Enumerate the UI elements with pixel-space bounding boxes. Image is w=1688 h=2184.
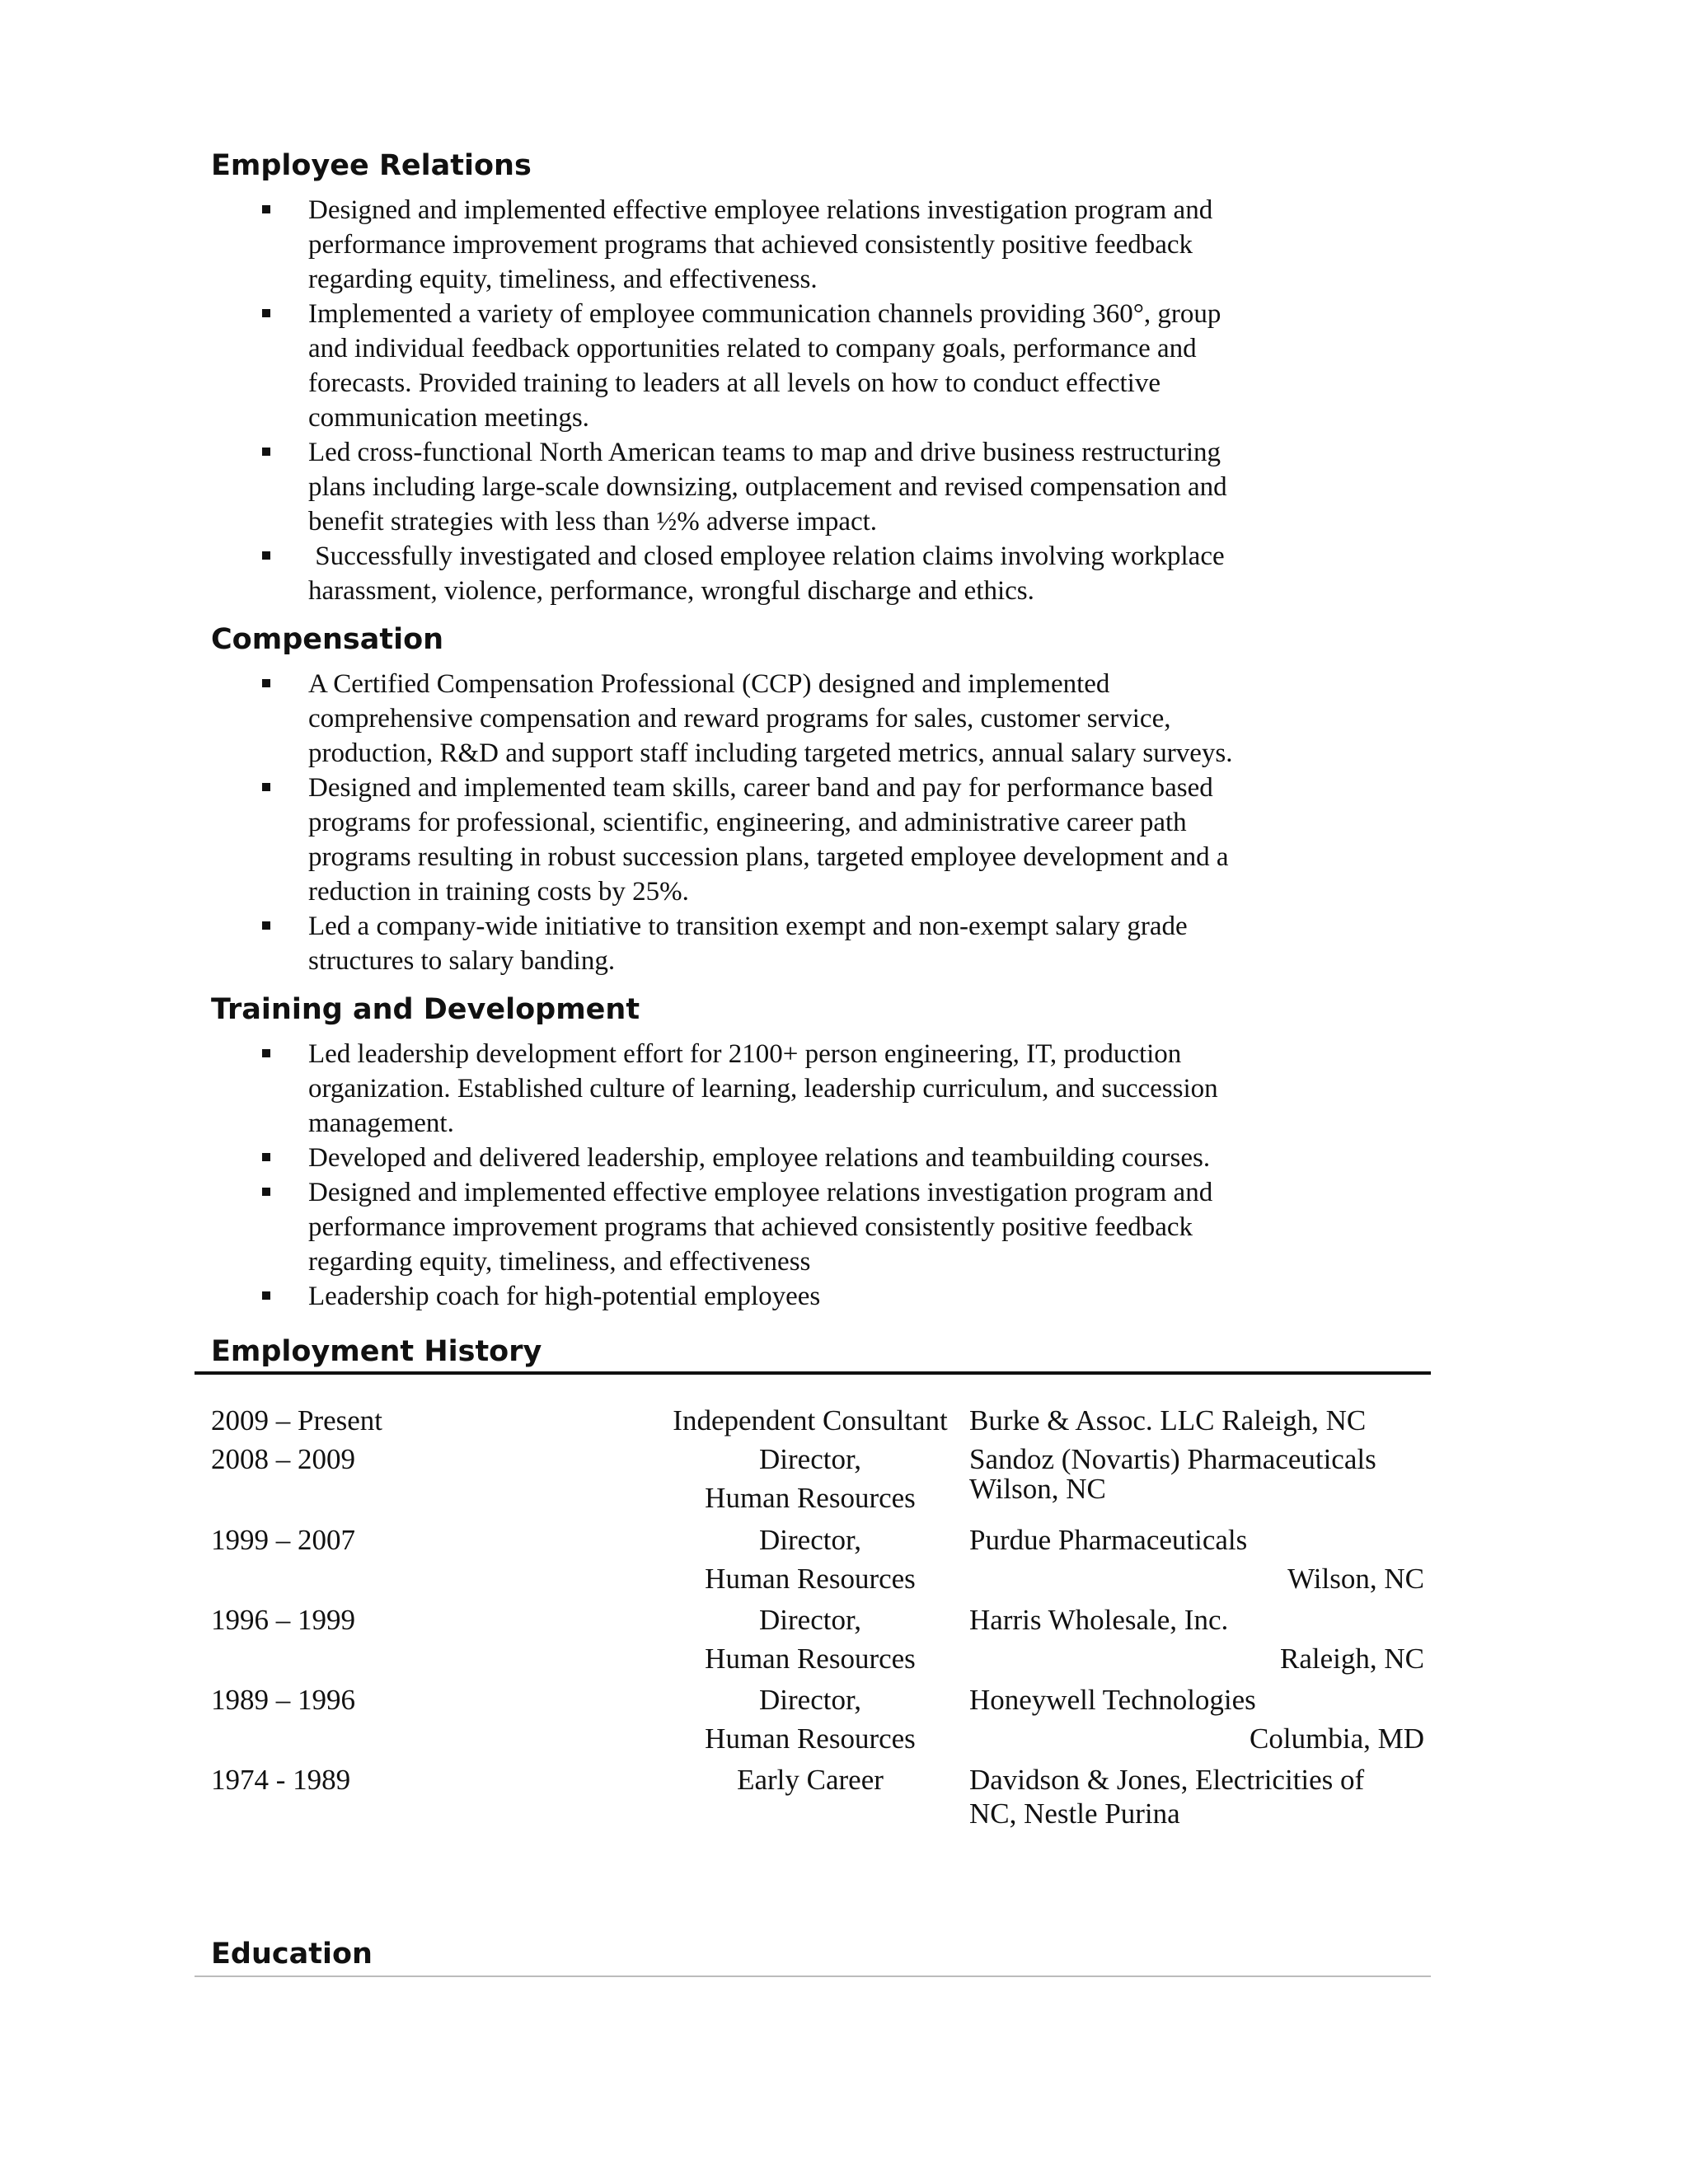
list-item (0, 909, 1236, 978)
section-title-compensation: Compensation (211, 623, 444, 656)
bullet-marker (262, 309, 270, 317)
list-item-text: Led cross-functional North American teams to map and drive business restructuring plans including large-scale downsizing, outplacement and revised compensation and benefit strategies with less than ½% adverse impact. (308, 438, 1227, 537)
employment-role: Independent Consultant (673, 1404, 948, 1436)
bullet-marker (262, 551, 270, 560)
employment-role-line: Human Resources (705, 1563, 916, 1595)
table-row (211, 1680, 1424, 1760)
employment-company-name: Harris Wholesale, Inc. (969, 1604, 1229, 1636)
employment-company-name: Sandoz (Novartis) Pharmaceuticals (969, 1443, 1376, 1475)
list-item (0, 1175, 1236, 1279)
list-item (0, 771, 1236, 909)
employment-role: Early Career (737, 1764, 884, 1796)
list-item (0, 667, 1236, 771)
employment-company (969, 1601, 1424, 1678)
section-title-employee-relations: Employee Relations (211, 149, 532, 182)
list-item-text: Successfully investigated and closed employee relation claims involving workplace harassment, violence, performance, wrongful discharge and ethics. (308, 541, 1231, 606)
employment-history-table (211, 1401, 1424, 1835)
employment-role (631, 1601, 989, 1678)
list-item (0, 539, 1236, 608)
section-title-training: Training and Development (211, 993, 640, 1026)
employment-role-line: Director, (759, 1524, 861, 1556)
list-item (0, 1279, 1236, 1314)
training-list (0, 1037, 1236, 1314)
list-item-text: Designed and implemented team skills, career band and pay for performance based programs for professional, scientific, engineering, and administrative career path programs resulting in robust succession plans, targeted employee development and a reduction in training costs by 25%. (308, 773, 1229, 907)
employment-location: Columbia, MD (1250, 1722, 1424, 1755)
employment-company: Burke & Assoc. LLC Raleigh, NC (969, 1404, 1367, 1436)
employment-role-line: Human Resources (705, 1722, 916, 1755)
bullet-marker (262, 1291, 270, 1300)
list-item (0, 1037, 1236, 1141)
bullet-marker (262, 679, 270, 687)
list-item-text: Developed and delivered leadership, employee relations and teambuilding courses. (308, 1143, 1211, 1173)
bullet-marker (262, 1153, 270, 1161)
employment-company-name: Purdue Pharmaceuticals (969, 1524, 1248, 1556)
employment-role-line: Director, (759, 1604, 861, 1636)
section-title-employment-history: Employment History (211, 1335, 542, 1368)
section-divider (195, 1975, 1431, 1977)
bullet-marker (262, 448, 270, 456)
table-row (211, 1601, 1424, 1680)
bullet-marker (262, 783, 270, 791)
section-title-education: Education (211, 1938, 373, 1971)
compensation-list (0, 667, 1236, 978)
list-item-text: Led a company-wide initiative to transition exempt and non-exempt salary grade structures to salary banding. (308, 912, 1188, 976)
bullet-marker (262, 205, 270, 213)
list-item-text: Implemented a variety of employee communication channels providing 360°, group and individual feedback opportunities related to company goals, performance and forecasts. Provided training to leaders at all levels on how to conduct effective communication meetings. (308, 299, 1221, 433)
employment-location: Raleigh, NC (1280, 1643, 1424, 1675)
employment-role-line: Director, (759, 1443, 861, 1475)
list-item-text: A Certified Compensation Professional (CCP) designed and implemented comprehensive compensation and reward programs for sales, customer service, production, R&D and support staff including targeted metrics, annual salary surveys. (308, 669, 1233, 768)
employment-role-line: Director, (759, 1684, 861, 1716)
table-row (211, 1521, 1424, 1601)
bullet-marker (262, 1049, 270, 1057)
list-item (0, 297, 1236, 435)
table-row (211, 1401, 1424, 1440)
employment-dates: 1999 – 2007 (211, 1524, 355, 1556)
employment-role (631, 1440, 989, 1517)
employment-company-name: Davidson & Jones, Electricities of (969, 1764, 1365, 1796)
employee-relations-list (0, 193, 1236, 608)
employment-dates: 1996 – 1999 (211, 1604, 355, 1636)
employment-company (969, 1680, 1424, 1758)
employment-role-line: Human Resources (705, 1482, 916, 1514)
list-item (0, 193, 1236, 297)
list-item (0, 1141, 1236, 1175)
employment-company (969, 1760, 1424, 1833)
employment-role-line: Human Resources (705, 1643, 916, 1675)
employment-company (969, 1521, 1424, 1598)
employment-location: NC, Nestle Purina (969, 1797, 1180, 1830)
table-row (211, 1440, 1424, 1521)
employment-dates: 1974 - 1989 (211, 1764, 351, 1796)
list-item-text: Led leadership development effort for 2100+ person engineering, IT, production organization. Established culture of learning, leadership curriculum, and succession management. (308, 1039, 1218, 1138)
table-row (211, 1760, 1424, 1835)
employment-location: Wilson, NC (1287, 1563, 1424, 1595)
list-item-text: Designed and implemented effective employee relations investigation program and performance improvement programs that achieved consistently positive feedback regarding equity, timeliness, and effectiveness. (308, 195, 1213, 294)
employment-company-name: Honeywell Technologies (969, 1684, 1256, 1716)
bullet-marker (262, 1188, 270, 1196)
list-item-text: Leadership coach for high-potential employees (308, 1282, 821, 1311)
list-item-text: Designed and implemented effective employee relations investigation program and performance improvement programs that achieved consistently positive feedback regarding equity, timeliness, and effectiveness (308, 1178, 1213, 1277)
employment-dates: 1989 – 1996 (211, 1684, 355, 1716)
employment-dates: 2008 – 2009 (211, 1443, 355, 1475)
bullet-marker (262, 921, 270, 930)
employment-role (631, 1680, 989, 1758)
employment-company (969, 1440, 1424, 1506)
employment-location: Wilson, NC (969, 1473, 1106, 1505)
employment-role (631, 1521, 989, 1598)
employment-dates: 2009 – Present (211, 1404, 383, 1436)
list-item (0, 435, 1236, 539)
section-divider (195, 1371, 1431, 1375)
